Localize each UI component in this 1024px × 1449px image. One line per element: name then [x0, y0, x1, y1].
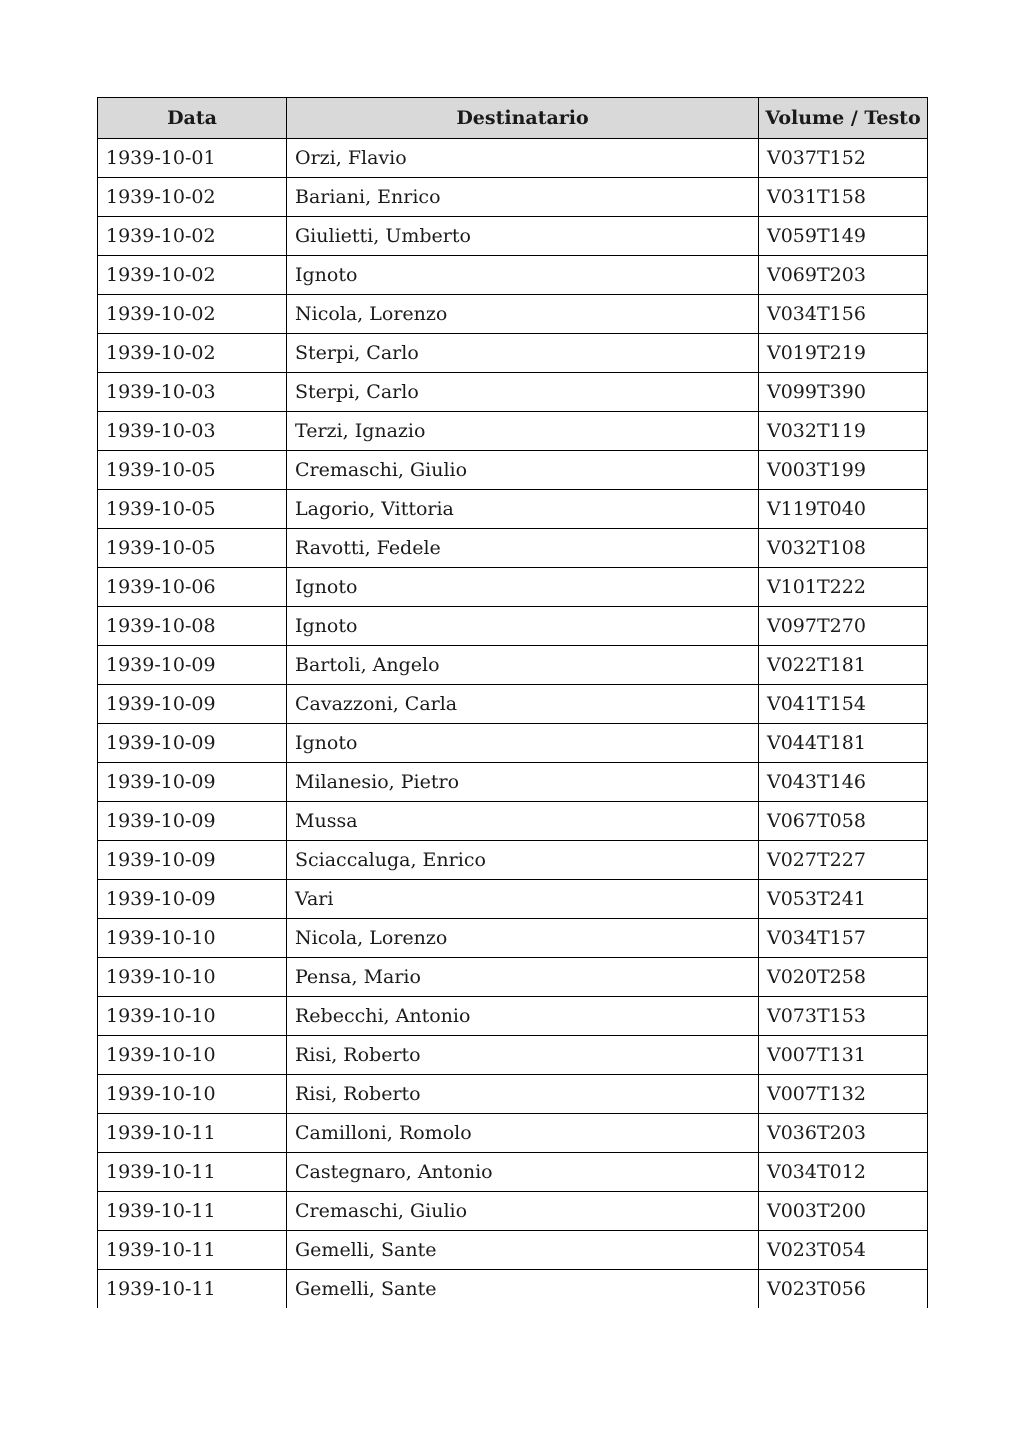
- date-cell: 1939-10-11: [98, 1270, 287, 1309]
- recipient-cell: Camilloni, Romolo: [287, 1114, 759, 1153]
- volume-cell: V041T154: [759, 685, 928, 724]
- recipient-cell: Sterpi, Carlo: [287, 373, 759, 412]
- recipient-cell: Cavazzoni, Carla: [287, 685, 759, 724]
- volume-cell: V037T152: [759, 139, 928, 178]
- volume-cell: V043T146: [759, 763, 928, 802]
- volume-cell: V059T149: [759, 217, 928, 256]
- recipient-cell: Mussa: [287, 802, 759, 841]
- recipient-cell: Ignoto: [287, 256, 759, 295]
- date-cell: 1939-10-11: [98, 1231, 287, 1270]
- volume-cell: V097T270: [759, 607, 928, 646]
- volume-cell: V067T058: [759, 802, 928, 841]
- date-cell: 1939-10-05: [98, 490, 287, 529]
- recipient-cell: Ignoto: [287, 568, 759, 607]
- date-cell: 1939-10-02: [98, 334, 287, 373]
- date-cell: 1939-10-02: [98, 256, 287, 295]
- table-header: [98, 98, 928, 139]
- recipient-cell: Terzi, Ignazio: [287, 412, 759, 451]
- recipient-cell: Ignoto: [287, 724, 759, 763]
- recipient-cell: Sciaccaluga, Enrico: [287, 841, 759, 880]
- header-row: [98, 98, 928, 139]
- date-cell: 1939-10-11: [98, 1153, 287, 1192]
- recipient-cell: Vari: [287, 880, 759, 919]
- volume-cell: V034T012: [759, 1153, 928, 1192]
- volume-cell: V027T227: [759, 841, 928, 880]
- table-row: [98, 685, 928, 724]
- date-cell: 1939-10-06: [98, 568, 287, 607]
- date-cell: 1939-10-10: [98, 958, 287, 997]
- recipient-cell: Ravotti, Fedele: [287, 529, 759, 568]
- date-cell: 1939-10-11: [98, 1114, 287, 1153]
- date-cell: 1939-10-10: [98, 919, 287, 958]
- date-cell: 1939-10-10: [98, 1075, 287, 1114]
- volume-cell: V073T153: [759, 997, 928, 1036]
- volume-cell: V069T203: [759, 256, 928, 295]
- recipient-cell: Cremaschi, Giulio: [287, 1192, 759, 1231]
- column-header-date: Data: [98, 98, 287, 139]
- recipient-cell: Giulietti, Umberto: [287, 217, 759, 256]
- table-row: [98, 919, 928, 958]
- volume-cell: V034T157: [759, 919, 928, 958]
- volume-cell: V022T181: [759, 646, 928, 685]
- table-row: [98, 1036, 928, 1075]
- date-cell: 1939-10-09: [98, 646, 287, 685]
- volume-cell: V023T056: [759, 1270, 928, 1309]
- date-cell: 1939-10-09: [98, 841, 287, 880]
- table-row: [98, 1153, 928, 1192]
- volume-cell: V007T131: [759, 1036, 928, 1075]
- table-row: [98, 412, 928, 451]
- date-cell: 1939-10-02: [98, 178, 287, 217]
- recipient-cell: Cremaschi, Giulio: [287, 451, 759, 490]
- table-row: [98, 1231, 928, 1270]
- date-cell: 1939-10-03: [98, 412, 287, 451]
- volume-cell: V119T040: [759, 490, 928, 529]
- recipient-cell: Pensa, Mario: [287, 958, 759, 997]
- date-cell: 1939-10-09: [98, 763, 287, 802]
- table-row: [98, 1270, 928, 1309]
- recipient-cell: Risi, Roberto: [287, 1036, 759, 1075]
- recipient-cell: Risi, Roberto: [287, 1075, 759, 1114]
- table-row: [98, 1075, 928, 1114]
- volume-cell: V032T119: [759, 412, 928, 451]
- date-cell: 1939-10-09: [98, 685, 287, 724]
- table-row: [98, 802, 928, 841]
- table-row: [98, 334, 928, 373]
- volume-cell: V099T390: [759, 373, 928, 412]
- table-row: [98, 529, 928, 568]
- recipient-cell: Lagorio, Vittoria: [287, 490, 759, 529]
- table-row: [98, 490, 928, 529]
- table-row: [98, 139, 928, 178]
- letters-table: [97, 97, 928, 1308]
- table-row: [98, 763, 928, 802]
- volume-cell: V023T054: [759, 1231, 928, 1270]
- table-row: [98, 997, 928, 1036]
- table-body: [98, 139, 928, 1309]
- column-header-recipient: Destinatario: [287, 98, 759, 139]
- volume-cell: V019T219: [759, 334, 928, 373]
- date-cell: 1939-10-05: [98, 451, 287, 490]
- table-row: [98, 217, 928, 256]
- table-row: [98, 1114, 928, 1153]
- date-cell: 1939-10-05: [98, 529, 287, 568]
- volume-cell: V003T199: [759, 451, 928, 490]
- volume-cell: V003T200: [759, 1192, 928, 1231]
- date-cell: 1939-10-08: [98, 607, 287, 646]
- recipient-cell: Ignoto: [287, 607, 759, 646]
- date-cell: 1939-10-01: [98, 139, 287, 178]
- recipient-cell: Nicola, Lorenzo: [287, 919, 759, 958]
- volume-cell: V032T108: [759, 529, 928, 568]
- volume-cell: V031T158: [759, 178, 928, 217]
- table-row: [98, 646, 928, 685]
- recipient-cell: Castegnaro, Antonio: [287, 1153, 759, 1192]
- volume-cell: V007T132: [759, 1075, 928, 1114]
- recipient-cell: Sterpi, Carlo: [287, 334, 759, 373]
- date-cell: 1939-10-09: [98, 802, 287, 841]
- date-cell: 1939-10-02: [98, 295, 287, 334]
- date-cell: 1939-10-10: [98, 997, 287, 1036]
- table-row: [98, 724, 928, 763]
- table-row: [98, 958, 928, 997]
- table-row: [98, 607, 928, 646]
- table-row: [98, 880, 928, 919]
- recipient-cell: Orzi, Flavio: [287, 139, 759, 178]
- table-row: [98, 841, 928, 880]
- date-cell: 1939-10-10: [98, 1036, 287, 1075]
- date-cell: 1939-10-11: [98, 1192, 287, 1231]
- table-row: [98, 178, 928, 217]
- recipient-cell: Bartoli, Angelo: [287, 646, 759, 685]
- column-header-volume: Volume / Testo: [759, 98, 928, 139]
- table-row: [98, 451, 928, 490]
- volume-cell: V044T181: [759, 724, 928, 763]
- volume-cell: V101T222: [759, 568, 928, 607]
- date-cell: 1939-10-03: [98, 373, 287, 412]
- table-row: [98, 373, 928, 412]
- table-row: [98, 295, 928, 334]
- volume-cell: V034T156: [759, 295, 928, 334]
- date-cell: 1939-10-09: [98, 880, 287, 919]
- volume-cell: V020T258: [759, 958, 928, 997]
- table-row: [98, 1192, 928, 1231]
- recipient-cell: Gemelli, Sante: [287, 1270, 759, 1309]
- recipient-cell: Milanesio, Pietro: [287, 763, 759, 802]
- recipient-cell: Nicola, Lorenzo: [287, 295, 759, 334]
- volume-cell: V053T241: [759, 880, 928, 919]
- date-cell: 1939-10-09: [98, 724, 287, 763]
- date-cell: 1939-10-02: [98, 217, 287, 256]
- table-row: [98, 568, 928, 607]
- recipient-cell: Rebecchi, Antonio: [287, 997, 759, 1036]
- recipient-cell: Bariani, Enrico: [287, 178, 759, 217]
- table-row: [98, 256, 928, 295]
- recipient-cell: Gemelli, Sante: [287, 1231, 759, 1270]
- volume-cell: V036T203: [759, 1114, 928, 1153]
